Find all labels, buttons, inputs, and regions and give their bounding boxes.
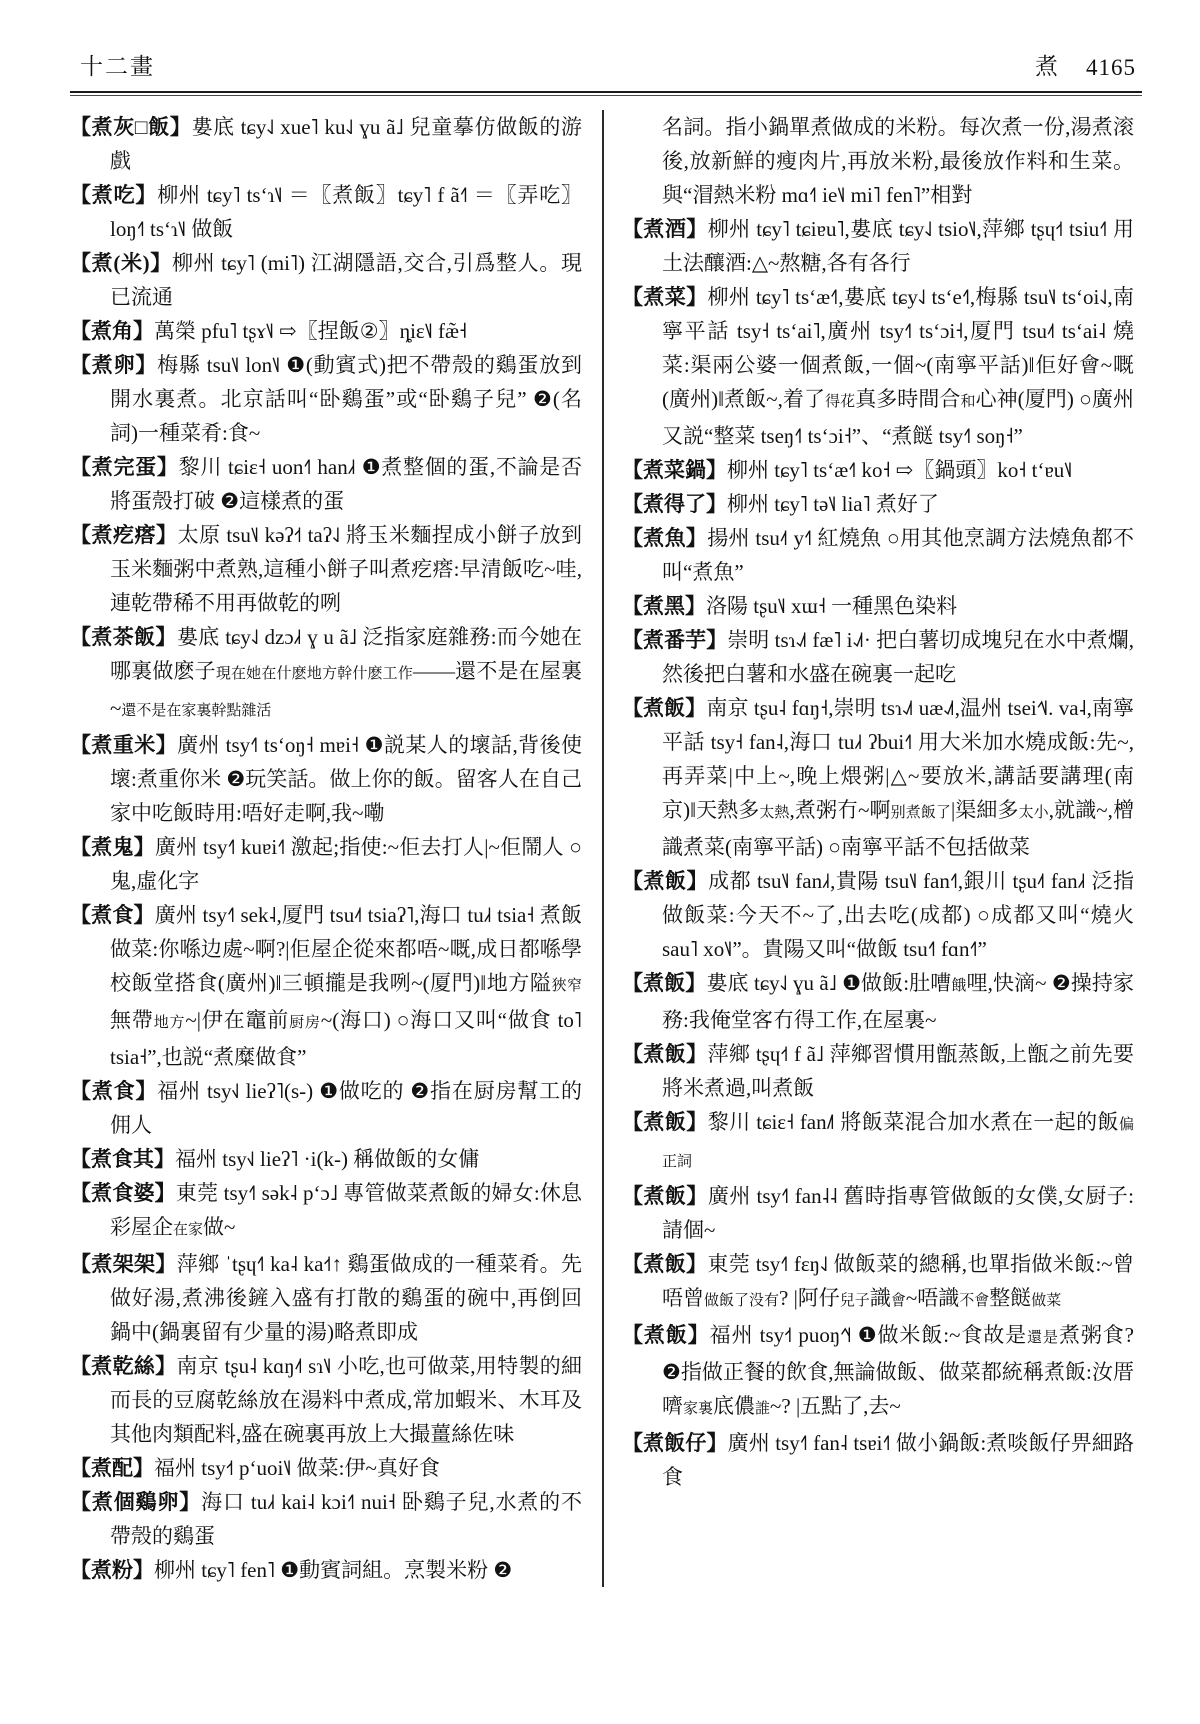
entry-text: 廣州 tsy˧˥ sek˨,厦門 tsu˨˦ tsiaʔ˥,海口 tu˩˧ tsia˧ 煮飯做菜:你喺边處~啊?|佢屋企從來都唔~嘅,成日都喺學校飯堂搭食(廣州)‖三頓攏是我咧~(厦門)‖地方隘 [110, 903, 582, 995]
entry-text: 底儂 [713, 1394, 756, 1418]
gloss-annotation: 狹窄 [551, 978, 582, 994]
gloss-annotation: 太小 [1018, 805, 1049, 821]
entry-text: 識 [869, 1286, 891, 1310]
gloss-annotation: 誰 [755, 1401, 771, 1417]
entry-text: 梅縣 tsu˥˩ lon˥˩ ❶(動賓式)把不帶殼的鷄蛋放到開水裏煮。北京話叫“卧鷄蛋”或“卧鷄子兒” ❷(名詞)一種菜肴:食~ [110, 353, 583, 445]
entry-text: 真多時間合 [855, 387, 961, 411]
gloss-annotation: 餓 [951, 978, 967, 994]
gloss-annotation: 兒子 [839, 1293, 870, 1309]
entry-headword: 【煮菜】 [622, 285, 708, 309]
gloss-annotation: 家裏 [683, 1401, 714, 1417]
dictionary-entry [622, 212, 1134, 280]
entry-text: 萍鄉 tʂɥ˧˦ f ã˩ 萍鄉習慣用甑蒸飯,上甑之前先要將米煮過,叫煮飯 [662, 1042, 1135, 1100]
dictionary-entry [70, 898, 582, 1074]
gloss-annotation: 地方 [153, 1015, 186, 1031]
dictionary-entry [622, 589, 1134, 623]
entry-headword: 【煮乾絲】 [70, 1354, 177, 1378]
entry-text: ——還不是在屋裏~ [110, 659, 583, 720]
dictionary-entry [622, 623, 1134, 691]
entry-text: 東莞 tsy˧˥ sək˨ pʻɔ˩ 專管做菜煮飯的婦女:休息彩屋企 [110, 1181, 583, 1239]
dictionary-entry [622, 1426, 1134, 1494]
entry-text: ,煮粥冇~啊 [789, 798, 891, 822]
two-column-body [70, 110, 1142, 1587]
dictionary-entry [70, 620, 582, 728]
entry-text: ? |阿仔 [779, 1286, 840, 1310]
entry-text: 柳州 tɕy˥ tə˥˩ lia˥ 煮好了 [727, 492, 939, 516]
dictionary-entry [622, 1247, 1134, 1318]
entry-headword: 【煮飯】 [622, 1323, 710, 1347]
dictionary-entry [622, 691, 1134, 864]
entry-text: ~? |五點了,去~ [770, 1394, 901, 1418]
entry-headword: 【煮疙瘩】 [70, 523, 178, 547]
entry-headword: 【煮角】 [70, 319, 154, 343]
entry-headword: 【煮灰□飯】 [70, 115, 192, 139]
gloss-annotation: 得花 [825, 394, 856, 410]
dictionary-entry [70, 110, 582, 178]
gloss-annotation: 還不是在家裏幹點雜活 [121, 703, 272, 719]
dictionary-entry [622, 521, 1134, 589]
dictionary-entry [70, 1176, 582, 1247]
entry-text: 柳州 tɕy˥ fen˥ ❶動賓詞組。烹製米粉 ❷ [154, 1558, 513, 1582]
entry-text: 萍鄉 ˈtʂɥ˧˥ ka˨ ka˧˦↑ 鷄蛋做成的一種菜肴。先做好湯,煮沸後鏟入盛有打散的鷄蛋的碗中,再倒回鍋中(鍋裏留有少量的湯)略煮即成 [110, 1252, 583, 1344]
dictionary-entry [70, 314, 582, 348]
entry-headword: 【煮完蛋】 [70, 455, 179, 479]
entry-headword: 【煮飯】 [622, 1042, 708, 1066]
dictionary-entry [70, 1485, 582, 1553]
section-title: 十二畫 [80, 54, 155, 79]
entry-headword: 【煮配】 [70, 1456, 154, 1480]
entry-text: ,就識~,橧識煮菜(南寧平話) ○南寧平話不包括做菜 [662, 798, 1134, 859]
entry-headword: 【煮食婆】 [70, 1181, 176, 1205]
entry-text: 婁底 tɕy˨˩ xue˥ ku˨˩ ɣu ã˩ 兒童摹仿做飯的游戲 [110, 115, 583, 173]
entry-text: 柳州 tɕy˥ tsʻæ˧˥,婁底 tɕy˨˩ tsʻe˧˥,梅縣 tsu˥˩ tsʻoi˨˩,南寧平話 tsy˧ tsʻai˥,廣州 tsy˧˥ tsʻɔi˧,厦門 tsu˨˦ tsʻai˨ 燒菜:渠兩公婆一個煮飯,一個~(南寧平話)‖佢好會~嘅(廣州)‖煮飯~,着了 [662, 285, 1134, 411]
entry-headword: 【煮飯】 [622, 1110, 708, 1134]
dictionary-entry [70, 1553, 582, 1587]
entry-headword: 【煮飯】 [622, 1252, 708, 1276]
dictionary-entry [70, 450, 582, 518]
entry-text: 洛陽 tʂu˥˩ xɯ˧ 一種黑色染料 [706, 594, 958, 618]
entry-text: 福州 tsy˧˦ pʻuoi˥˩ 做菜:伊~真好食 [154, 1456, 440, 1480]
header-rule [70, 91, 1142, 96]
entry-headword: 【煮菜鍋】 [622, 458, 727, 482]
entry-text: 名詞。指小鍋單煮做成的米粉。每次煮一份,湯煮滚後,放新鮮的瘦肉片,再放米粉,最後放作料和生菜。與“㴘熱米粉 mɑ˧˥ ie˥˩ mi˥ fen˥”相對 [662, 115, 1134, 207]
gloss-annotation: 别煮飯了 [890, 805, 952, 821]
right-column [602, 110, 1134, 1587]
entry-text: 煮粥食? ❷指做正餐的飲食,無論做飯、做菜都統稱煮飯:汝厝嚌 [662, 1323, 1134, 1418]
entry-text: 海口 tu˩˧ kai˨ kɔi˧˥ nui˧ 卧鷄子兒,水煮的不帶殼的鷄蛋 [110, 1490, 583, 1548]
dictionary-entry [70, 1349, 582, 1451]
dictionary-entry [622, 1037, 1134, 1105]
entry-text: 黎川 tɕiɛ˧ uon˧˥ han˩˧ ❶煮整個的蛋,不論是否將蛋殼打破 ❷這樣煮的蛋 [110, 455, 583, 513]
entry-headword: 【煮(米)】 [70, 251, 172, 275]
dictionary-entry [70, 518, 582, 620]
entry-text: 哩,快滴~ ❷操持家務:我俺堂客冇得工作,在屋裏~ [662, 971, 1134, 1032]
entry-text: 柳州 tɕy˥ (mi˥) 江湖隱語,交合,引爲整人。現已流通 [110, 251, 582, 309]
entry-headword: 【煮飯】 [622, 696, 707, 720]
entry-headword: 【煮個鷄卵】 [70, 1490, 202, 1514]
entry-text: 整餸 [989, 1286, 1032, 1310]
gloss-annotation: 太熱 [759, 805, 790, 821]
entry-text: 柳州 tɕy˥ tsʻɿ˥˩ ＝〖煮飯〗tɕy˥ f ã˧˥ ＝〖弄吃〗loŋ˧˥ tsʻɿ˥˩ 做飯 [110, 183, 582, 241]
entry-text: 廣州 tsy˧˥ tsʻoŋ˧ mɐi˧ ❶説某人的壞話,背後使壞:煮重你米 ❷玩笑話。做上你的飯。留客人在自己家中吃飯時用:唔好走啊,我~嘞 [110, 733, 582, 825]
entry-text: 成都 tsu˥˩ fan˩˧,貴陽 tsu˥˩ fan˧˥,銀川 tʂu˨˦ fan˩˧ 泛指做飯菜:今天不~了,出去吃(成都) ○成都又叫“燒火 sau˥ xo˥˩”。貴陽又叫“做飯 tsu˧˥ fɑn˧˥” [662, 869, 1134, 961]
dictionary-entry [622, 453, 1134, 487]
header-right [1035, 48, 1136, 81]
entry-text: 黎川 tɕiɛ˧ fan˩˥ 將飯菜混合加水煮在一起的飯 [707, 1110, 1119, 1134]
gloss-annotation: 在家 [173, 1222, 204, 1238]
gloss-annotation: 厨房 [289, 1015, 321, 1031]
entry-headword: 【煮食】 [70, 903, 155, 927]
dictionary-entry [622, 280, 1134, 453]
entry-headword: 【煮卵】 [70, 353, 158, 377]
gloss-annotation: 還是 [1027, 1330, 1059, 1346]
entry-text: |渠細多 [951, 798, 1019, 822]
entry-text: 廣州 tsy˧˥ kuɐi˧˥ 激起;指使:~佢去打人|~佢鬧人 ○鬼,虛化字 [110, 835, 582, 893]
gloss-annotation: 做飯了没有 [704, 1293, 780, 1309]
entry-text: 福州 tsy˧˩ lieʔ˥ ·i(k-) 稱做飯的女傭 [175, 1147, 480, 1171]
dictionary-entry [70, 178, 582, 246]
entry-text: 南京 tʂu˨ fɑŋ˧,崇明 tsɿ˨˩˦ uæ˨˩˦,温州 tsei˧˥˩. va˨,南寧平話 tsy˧ fan˨,海口 tu˩˧ ʔbui˧˥ 用大米加水燒成飯:先~,再弄菜|中上~,晚上煨粥|△~要放米,講話要講理(南京)‖天熱多 [662, 696, 1135, 822]
entry-headword: 【煮魚】 [622, 526, 708, 550]
entry-text: 萬榮 pfu˥ tʂɤ˥˩ ⇨〖捏飯②〗ȵiɛ˥˩ fæ̃˧ [154, 319, 468, 343]
entry-text: 心神(厦門) ○廣州又説“整菜 tseŋ˧˥ tsʻɔi˧”、“煮餸 tsy˧˥ soŋ˧” [662, 387, 1134, 448]
gloss-annotation: 不會 [959, 1293, 990, 1309]
entry-headword: 【煮重米】 [70, 733, 178, 757]
gloss-annotation: 會 [890, 1293, 906, 1309]
entry-headword: 【煮飯】 [622, 971, 707, 995]
entry-text: 婁底 tɕy˨˩ ɣu ã˩ ❶做飯:肚嘈 [706, 971, 952, 995]
entry-text: 南京 tʂu˨ kɑŋ˨˦ sɿ˥˩ 小吃,也可做菜,用特製的細而長的豆腐乾絲放在湯料中煮成,常加蝦米、木耳及其他肉類配料,盛在碗裏再放上大撮薑絲佐味 [110, 1354, 582, 1446]
dictionary-entry [622, 864, 1134, 966]
entry-headword: 【煮吃】 [70, 183, 158, 207]
entry-text: 東莞 tsy˧˥ fɛŋ˨˩ 做飯菜的總稱,也單指做米飯:~曾唔曾 [662, 1252, 1135, 1310]
dictionary-entry [70, 1451, 582, 1485]
entry-text: 柳州 tɕy˥ tɕiɐu˥,婁底 tɕy˨˩ tsio˥˩,萍鄉 tʂɥ˧˦ tsiu˧˥ 用土法釀酒:△~熬糖,各有各行 [662, 217, 1135, 275]
entry-headword: 【煮食其】 [70, 1147, 175, 1171]
entry-text: 福州 tsy˧˩ lieʔ˥(s-) ❶做吃的 ❷指在厨房幫工的佣人 [110, 1079, 582, 1137]
entry-headword: 【煮飯】 [622, 1184, 708, 1208]
entry-headword: 【煮酒】 [622, 217, 708, 241]
dictionary-entry [70, 1247, 582, 1349]
entry-headword: 【煮粉】 [70, 1558, 154, 1582]
entry-text: 柳州 tɕy˥ tsʻæ˧˥ ko˧ ⇨〖鍋頭〗ko˧ tʻɐu˥˩ [727, 458, 1073, 482]
dictionary-entry [70, 1074, 582, 1142]
dictionary-entry [70, 830, 582, 898]
entry-headword: 【煮食】 [70, 1079, 158, 1103]
entry-headword: 【煮架架】 [70, 1252, 177, 1276]
entry-text: ~(海口) ○海口又叫“做食 to˥ tsia˧”,也説“煮糜做食” [110, 1008, 582, 1069]
dictionary-entry [70, 1142, 582, 1176]
dictionary-entry [70, 348, 582, 450]
dictionary-entry [70, 246, 582, 314]
entry-text: 太原 tsu˥˩ kəʔ˧˦ taʔ˨˩ 將玉米麵捏成小餅子放到玉米麵粥中煮熟,這種小餅子叫煮疙瘩:早清飯吃~哇,連乾帶稀不用再做乾的咧 [110, 523, 582, 615]
gloss-annotation: 偏正詞 [662, 1117, 1134, 1170]
entry-text: 福州 tsy˧˦ puoŋ˧˥˧ ❶做米飯:~食故是 [709, 1323, 1028, 1347]
entry-text: ~唔識 [905, 1286, 960, 1310]
entry-headword: 【煮茶飯】 [70, 625, 177, 649]
entry-headword: 【煮得了】 [622, 492, 727, 516]
entry-text: 揚州 tsu˨˦ y˧˥ 紅燒魚 ○用其他烹調方法燒魚都不叫“煮魚” [662, 526, 1134, 584]
gloss-annotation: 做菜 [1031, 1293, 1062, 1309]
entry-text: 廣州 tsy˧˥ fan˨˨ 舊時指專管做飯的女僕,女厨子:請個~ [662, 1184, 1135, 1242]
entry-continuation [622, 110, 1134, 212]
left-column [70, 110, 582, 1587]
entry-headword: 【煮黑】 [622, 594, 706, 618]
guide-character: 煮 [1035, 54, 1060, 79]
entry-headword: 【煮鬼】 [70, 835, 155, 859]
dictionary-entry [70, 728, 582, 830]
dictionary-entry [622, 1179, 1134, 1247]
entry-text: 婁底 tɕy˨˩ dzɔ˩˧ ɣ u ã˩ 泛指家庭雜務:而今她在哪裏做麽子 [110, 625, 583, 683]
entry-text: 廣州 tsy˧˥ fan˨ tsɐi˧˥ 做小鍋飯:煮啖飯仔畀細路食 [662, 1431, 1135, 1489]
page-number: 4165 [1086, 55, 1136, 80]
gloss-annotation: 和 [960, 394, 976, 410]
dictionary-entry [622, 1318, 1134, 1426]
entry-text: 無帶 [110, 1008, 154, 1032]
dictionary-entry [622, 966, 1134, 1037]
dictionary-entry [622, 1105, 1134, 1179]
entry-headword: 【煮飯】 [622, 869, 709, 893]
gloss-annotation: 現在她在什麽地方幹什麽工作 [215, 666, 414, 682]
entry-text: 做~ [203, 1215, 236, 1239]
entry-headword: 【煮番芋】 [622, 628, 728, 652]
entry-text: ~|伊在竈前 [185, 1008, 290, 1032]
entry-headword: 【煮飯仔】 [622, 1431, 728, 1455]
dictionary-entry [622, 487, 1134, 521]
page-header [70, 40, 1142, 91]
entry-text: 崇明 tsɿ˨˩˦ fæ˥ i˨˩˦· 把白薯切成塊兒在水中煮爛,然後把白薯和水盛在碗裏一起吃 [662, 628, 1135, 686]
